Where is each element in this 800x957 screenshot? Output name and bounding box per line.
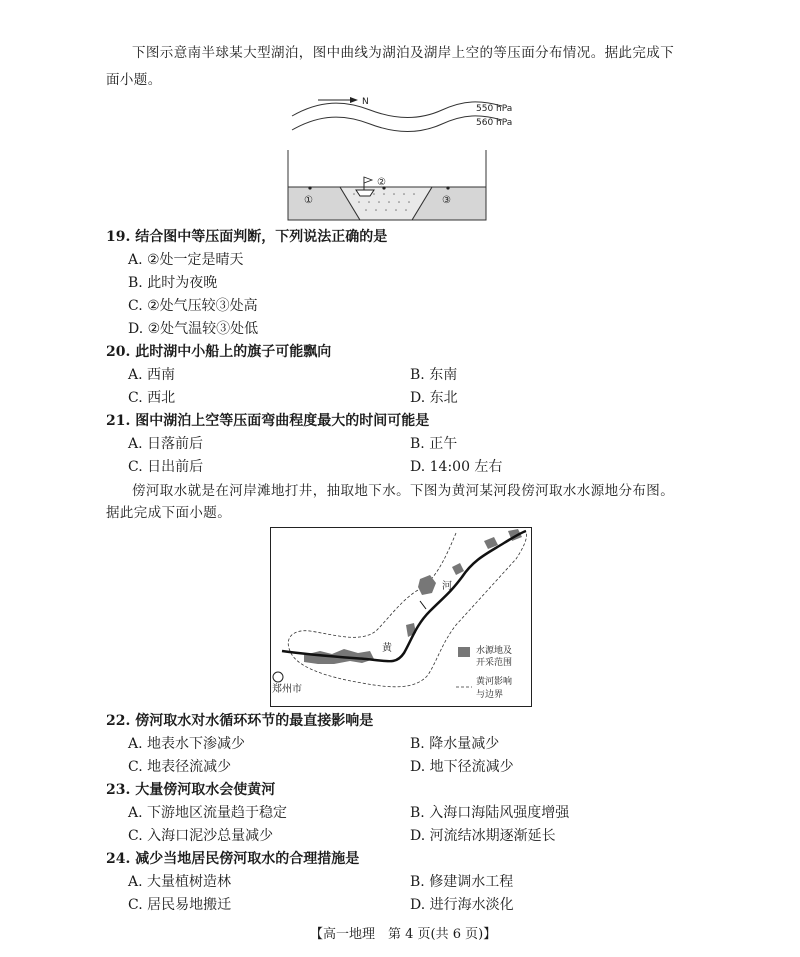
question-21-option-d: D. 14:00 左右 <box>410 459 503 475</box>
question-24-option-a: A. 大量植树造林 <box>128 874 232 890</box>
question-20-option-c: C. 西北 <box>128 390 176 406</box>
question-24-stem: 24. 减少当地居民傍河取水的合理措施是 <box>106 851 360 867</box>
yellow-river-map <box>270 527 532 707</box>
isobar-560 <box>292 116 502 132</box>
river-label-he: 河 <box>442 581 452 592</box>
question-22-option-c: C. 地表径流减少 <box>128 759 232 775</box>
legend-boundary-line-2: 与边界 <box>476 690 504 700</box>
legend-boundary-line-1: 黄河影响 <box>476 677 513 687</box>
question-19-option-d: D. ②处气温较③处低 <box>128 321 259 337</box>
question-19-option-b: B. 此时为夜晚 <box>128 275 218 291</box>
point-2-label: ② <box>377 177 386 188</box>
intro-2-line-1: 傍河取水就是在河岸滩地打井，抽取地下水。下图为黄河某河段傍河取水水源地分布图。 <box>132 483 675 499</box>
question-22-stem: 22. 傍河取水对水循环环节的最直接影响是 <box>106 713 374 729</box>
question-23-option-a: A. 下游地区流量趋于稳定 <box>128 805 288 821</box>
page-footer: 【高一地理 第 4 页(共 6 页)】 <box>310 927 497 942</box>
question-20-option-b: B. 东南 <box>410 367 458 383</box>
question-21-option-c: C. 日出前后 <box>128 459 204 475</box>
river-label-huang: 黄 <box>382 643 392 654</box>
legend-water-line-2: 开采范围 <box>476 658 513 668</box>
zhengzhou-marker <box>273 672 283 682</box>
question-22-option-d: D. 地下径流减少 <box>410 759 514 775</box>
question-23-option-c: C. 入海口泥沙总量减少 <box>128 828 274 844</box>
point-3-label: ③ <box>442 195 451 206</box>
question-21-option-a: A. 日落前后 <box>128 436 204 452</box>
point-1-dot <box>308 186 311 189</box>
lake-isobar-diagram <box>280 86 540 226</box>
question-21-option-b: B. 正午 <box>410 436 458 452</box>
question-20-option-a: A. 西南 <box>128 367 176 383</box>
question-23-option-d: D. 河流结冰期逐渐延长 <box>410 828 556 844</box>
intro-1-line-1: 下图示意南半球某大型湖泊，图中曲线为湖泊及湖岸上空的等压面分布情况。据此完成下 <box>132 45 675 61</box>
question-24-option-b: B. 修建调水工程 <box>410 874 514 890</box>
legend-water-swatch <box>458 647 470 657</box>
question-19-option-c: C. ②处气压较③处高 <box>128 298 258 314</box>
north-label: N <box>362 97 369 107</box>
question-22-option-b: B. 降水量减少 <box>410 736 500 752</box>
isobar-560-label: 560 hPa <box>476 118 513 128</box>
question-24-option-d: D. 进行海水淡化 <box>410 897 514 913</box>
north-arrow-head <box>350 97 358 103</box>
flag-icon <box>364 177 372 183</box>
question-24-option-c: C. 居民易地搬迁 <box>128 897 232 913</box>
intro-2-line-2: 据此完成下面小题。 <box>106 505 232 521</box>
question-19-option-a: A. ②处一定是晴天 <box>128 252 244 268</box>
isobar-550-label: 550 hPa <box>476 104 513 114</box>
isobar-550 <box>292 102 502 118</box>
question-22-option-a: A. 地表水下渗减少 <box>128 736 246 752</box>
question-20-option-d: D. 东北 <box>410 390 458 406</box>
point-1-label: ① <box>304 195 313 206</box>
question-21-stem: 21. 图中湖泊上空等压面弯曲程度最大的时间可能是 <box>106 413 430 429</box>
question-23-option-b: B. 入海口海陆风强度增强 <box>410 805 570 821</box>
zhengzhou-label: 郑州市 <box>272 684 302 695</box>
point-3-dot <box>446 186 449 189</box>
intro-1-line-2: 面小题。 <box>106 72 162 88</box>
question-20-stem: 20. 此时湖中小船上的旗子可能飘向 <box>106 344 332 360</box>
legend-water-line-1: 水源地及 <box>476 646 513 656</box>
question-23-stem: 23. 大量傍河取水会使黄河 <box>106 782 276 798</box>
question-19-stem: 19. 结合图中等压面判断，下列说法正确的是 <box>106 229 388 245</box>
